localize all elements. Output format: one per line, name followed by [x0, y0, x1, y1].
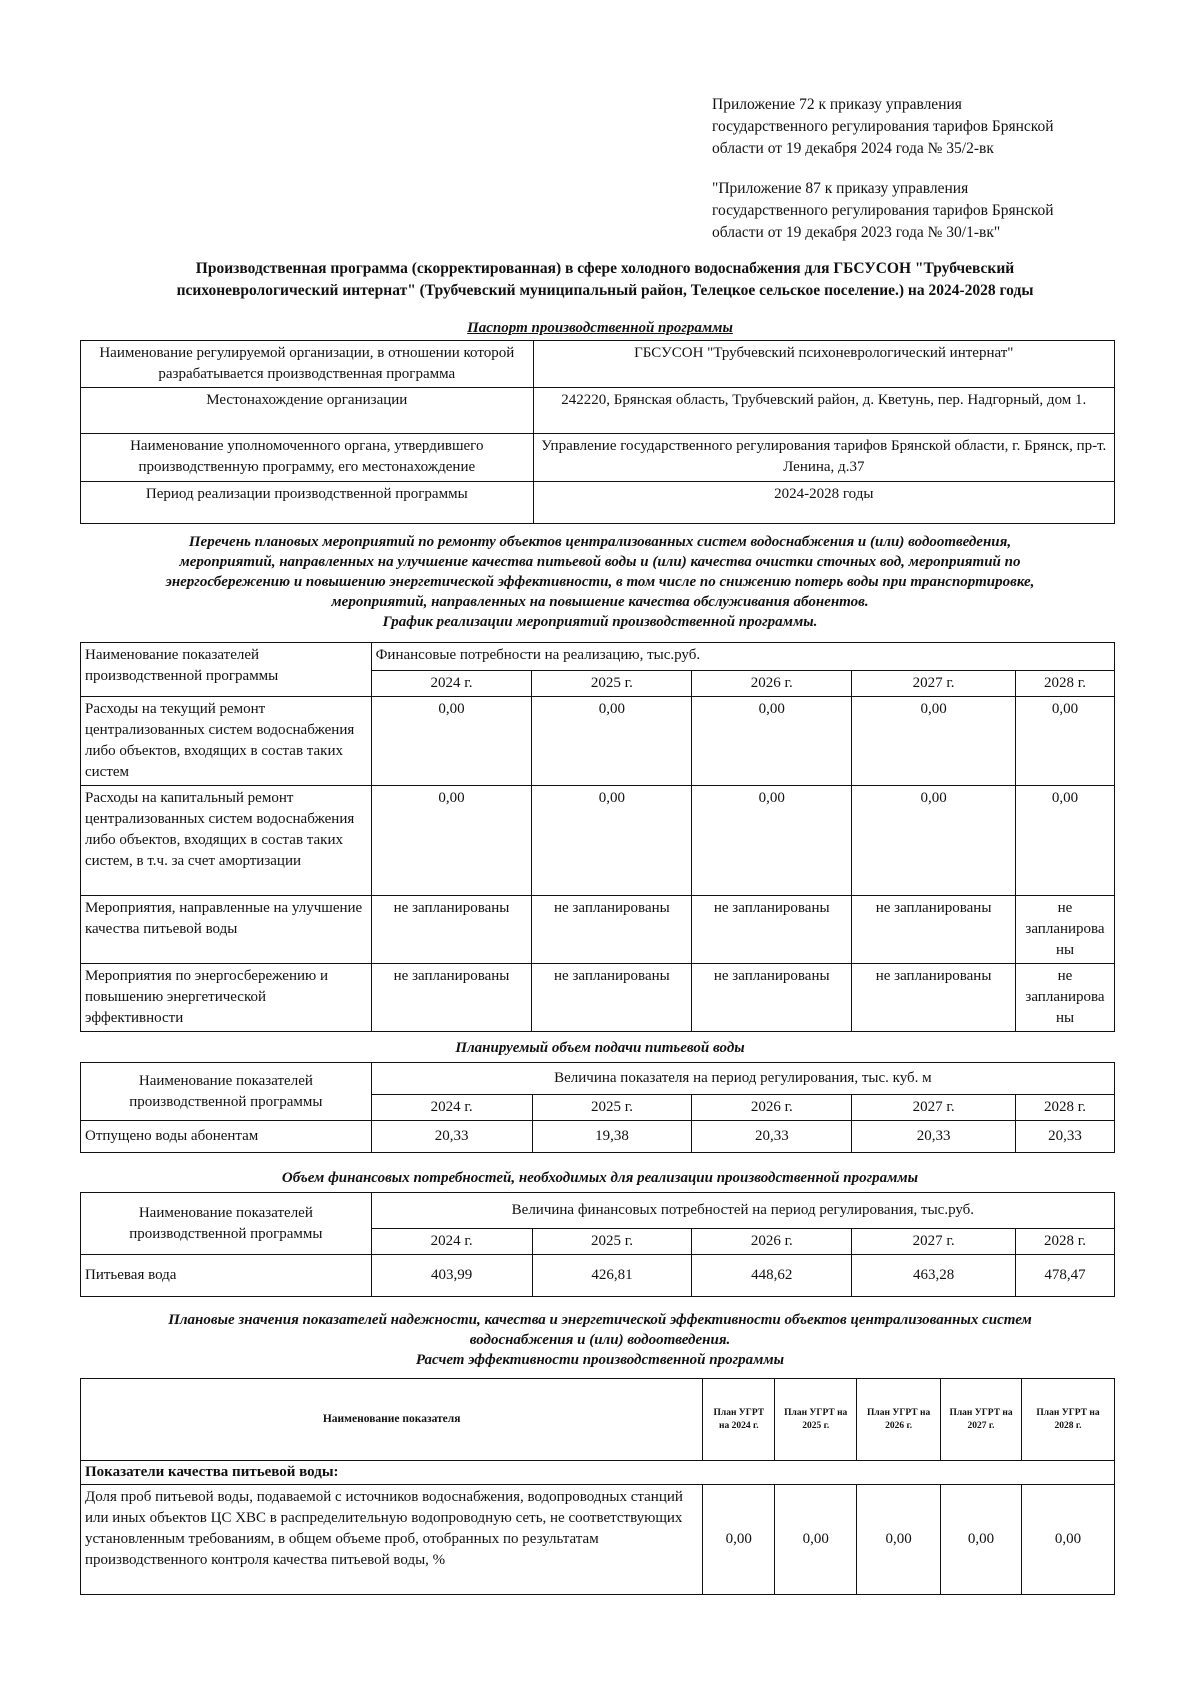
header-note-line: "Приложение 87 к приказу управления: [712, 180, 969, 197]
supply-caption: Планируемый объем подачи питьевой воды: [455, 1040, 745, 1056]
header-note-line: государственного регулирования тарифов Брянской: [712, 118, 1054, 135]
efficiency-header-label: Наименование показателя: [81, 1379, 703, 1461]
table-row: [81, 964, 1115, 1032]
table-row: [81, 1121, 1115, 1153]
year-header: 2027 г.: [852, 1095, 1016, 1121]
passport-table: [80, 340, 1115, 524]
year-header: 2026 г.: [692, 1229, 852, 1255]
cell-value: 0,00: [852, 697, 1016, 786]
cell-value: 0,00: [692, 786, 852, 896]
header-note-2: [712, 178, 1152, 244]
header-note-line: области от 19 декабря 2023 года № 30/1-вк": [712, 224, 1001, 241]
cell-value: 0,00: [371, 697, 532, 786]
table-row: [81, 1485, 1115, 1595]
caption-line: Перечень плановых мероприятий по ремонту объектов централизованных систем водоснабжения и (или) водоотведения,: [188, 534, 1012, 550]
header-note-line: государственного регулирования тарифов Брянской: [712, 202, 1054, 219]
section-label: Показатели качества питьевой воды:: [81, 1461, 1115, 1485]
cell-value: 426,81: [532, 1255, 692, 1297]
plan-header: План УГРТ на 2026 г.: [857, 1379, 941, 1461]
cell-value: 0,00: [1016, 786, 1115, 896]
supply-header-group: Величина показателя на период регулирования, тыс. куб. м: [371, 1063, 1114, 1095]
row-label: Расходы на капитальный ремонт централизованных систем водоснабжения либо объектов, входящих в состав таких систем, в т.ч. за счет амортизации: [81, 786, 372, 896]
schedule-caption: График реализации мероприятий производственной программы.: [382, 614, 818, 630]
cell-value: 0,00: [857, 1485, 941, 1595]
cell-value: 0,00: [1016, 697, 1115, 786]
cell-value: не запланированы: [371, 964, 532, 1032]
cell-value: 19,38: [532, 1121, 692, 1153]
header-note-line: Приложение 72 к приказу управления: [712, 96, 962, 113]
row-label: Мероприятия, направленные на улучшение качества питьевой воды: [81, 896, 372, 964]
table-row: [81, 896, 1115, 964]
cell-value: 20,33: [371, 1121, 532, 1153]
row-label: Доля проб питьевой воды, подаваемой с источников водоснабжения, водопроводных станций или иных объектов ЦС ХВС в распределительную водопроводную сеть, не соответствующих установленным требованиям, в общем объеме проб, отобранных по результатам производственного контроля качества питьевой воды, %: [81, 1485, 703, 1595]
caption-line: водоснабжения и (или) водоотведения.: [469, 1332, 731, 1348]
table-row: [81, 1193, 1115, 1229]
caption-line: мероприятий, направленных на улучшение качества питьевой воды и (или) качества очистки сточных вод, мероприятий по: [179, 554, 1021, 570]
year-header: 2025 г.: [532, 671, 692, 697]
reliability-caption: [80, 1310, 1120, 1370]
cell-value: 403,99: [371, 1255, 532, 1297]
table-row: [81, 1255, 1115, 1297]
cell-value: не запланирова ны: [1016, 964, 1115, 1032]
row-label: Мероприятия по энергосбережению и повышению энергетической эффективности: [81, 964, 372, 1032]
passport-label: Наименование регулируемой организации, в отношении которой разрабатывается производственная программа: [81, 341, 534, 388]
finance-caption: Объем финансовых потребностей, необходимых для реализации производственной программы: [281, 1170, 919, 1186]
year-header: 2024 г.: [371, 1229, 532, 1255]
passport-label: Период реализации производственной программы: [81, 482, 534, 524]
cell-value: 463,28: [852, 1255, 1016, 1297]
cell-value: 0,00: [703, 1485, 775, 1595]
year-header: 2028 г.: [1016, 1229, 1115, 1255]
cell-value: 20,33: [1016, 1121, 1115, 1153]
cell-value: 0,00: [852, 786, 1016, 896]
cell-value: не запланированы: [692, 896, 852, 964]
cell-value: 0,00: [941, 1485, 1022, 1595]
schedule-table: [80, 642, 1115, 1032]
plan-header: План УГРТ на 2027 г.: [941, 1379, 1022, 1461]
header-note-1: [712, 94, 1152, 160]
year-header: 2024 г.: [371, 1095, 532, 1121]
table-row: [81, 1461, 1115, 1485]
passport-label: Местонахождение организации: [81, 388, 534, 434]
document-title: [95, 258, 1115, 302]
year-header: 2025 г.: [532, 1229, 692, 1255]
caption-line: Плановые значения показателей надежности, качества и энергетической эффективности объектов централизованных систем: [168, 1312, 1032, 1328]
cell-value: 478,47: [1016, 1255, 1115, 1297]
passport-caption: Паспорт производственной программы: [467, 320, 733, 336]
cell-value: 20,33: [852, 1121, 1016, 1153]
row-label: Питьевая вода: [81, 1255, 372, 1297]
cell-value: 448,62: [692, 1255, 852, 1297]
cell-value: 0,00: [532, 786, 692, 896]
efficiency-caption: Расчет эффективности производственной программы: [415, 1352, 785, 1368]
cell-value: 20,33: [692, 1121, 852, 1153]
cell-value: 0,00: [1022, 1485, 1115, 1595]
title-line: психоневрологический интернат" (Трубчевский муниципальный район, Телецкое сельское поселение.) на 2024-2028 годы: [176, 282, 1034, 299]
year-header: 2027 г.: [852, 1229, 1016, 1255]
year-header: 2024 г.: [371, 671, 532, 697]
finance-header-group: Величина финансовых потребностей на период регулирования, тыс.руб.: [371, 1193, 1114, 1229]
cell-value: не запланированы: [532, 964, 692, 1032]
passport-value: Управление государственного регулирования тарифов Брянской области, г. Брянск, пр-т. Ленина, д.37: [533, 434, 1114, 482]
year-header: 2028 г.: [1016, 671, 1115, 697]
finance-table: [80, 1192, 1115, 1297]
cell-value: 0,00: [532, 697, 692, 786]
plan-header: План УГРТ на 2025 г.: [775, 1379, 857, 1461]
cell-value: 0,00: [775, 1485, 857, 1595]
table-row: [81, 482, 1115, 524]
plan-header: План УГРТ на 2024 г.: [703, 1379, 775, 1461]
table-row: [81, 643, 1115, 671]
efficiency-table: [80, 1378, 1115, 1595]
year-header: 2027 г.: [852, 671, 1016, 697]
cell-value: 0,00: [371, 786, 532, 896]
cell-value: не запланирова ны: [1016, 896, 1115, 964]
year-header: 2025 г.: [532, 1095, 692, 1121]
cell-value: не запланированы: [852, 964, 1016, 1032]
year-header: 2028 г.: [1016, 1095, 1115, 1121]
table-row: [81, 341, 1115, 388]
supply-table: [80, 1062, 1115, 1153]
schedule-header-label: Наименование показателей производственной программы: [81, 643, 372, 697]
row-label: Отпущено воды абонентам: [81, 1121, 372, 1153]
passport-label: Наименование уполномоченного органа, утвердившего производственную программу, его местонахождение: [81, 434, 534, 482]
caption-line: мероприятий, направленных на повышение качества обслуживания абонентов.: [331, 594, 869, 610]
year-header: 2026 г.: [692, 1095, 852, 1121]
schedule-header-group: Финансовые потребности на реализацию, тыс.руб.: [371, 643, 1114, 671]
cell-value: 0,00: [692, 697, 852, 786]
caption-line: энергосбережению и повышению энергетической эффективности, в том числе по снижению потерь воды при транспортировке,: [165, 574, 1035, 590]
finance-header-label: Наименование показателей производственной программы: [81, 1193, 372, 1255]
year-header: 2026 г.: [692, 671, 852, 697]
cell-value: не запланированы: [852, 896, 1016, 964]
cell-value: не запланированы: [692, 964, 852, 1032]
table-row: [81, 697, 1115, 786]
passport-value: 2024-2028 годы: [533, 482, 1114, 524]
table-row: [81, 786, 1115, 896]
passport-value: 242220, Брянская область, Трубчевский район, д. Кветунь, пер. Надгорный, дом 1.: [533, 388, 1114, 434]
cell-value: не запланированы: [371, 896, 532, 964]
plan-header: План УГРТ на 2028 г.: [1022, 1379, 1115, 1461]
table-row: [81, 1379, 1115, 1461]
measures-caption: [80, 532, 1120, 632]
supply-header-label: Наименование показателей производственной программы: [81, 1063, 372, 1121]
table-row: [81, 434, 1115, 482]
header-note-line: области от 19 декабря 2024 года № 35/2-вк: [712, 140, 994, 157]
row-label: Расходы на текущий ремонт централизованных систем водоснабжения либо объектов, входящих в состав таких систем: [81, 697, 372, 786]
table-row: [81, 388, 1115, 434]
cell-value: не запланированы: [532, 896, 692, 964]
passport-value: ГБСУСОН "Трубчевский психоневрологический интернат": [533, 341, 1114, 388]
title-line: Производственная программа (скорректированная) в сфере холодного водоснабжения для ГБСУСОН "Трубчевский: [195, 260, 1015, 277]
table-row: [81, 1063, 1115, 1095]
